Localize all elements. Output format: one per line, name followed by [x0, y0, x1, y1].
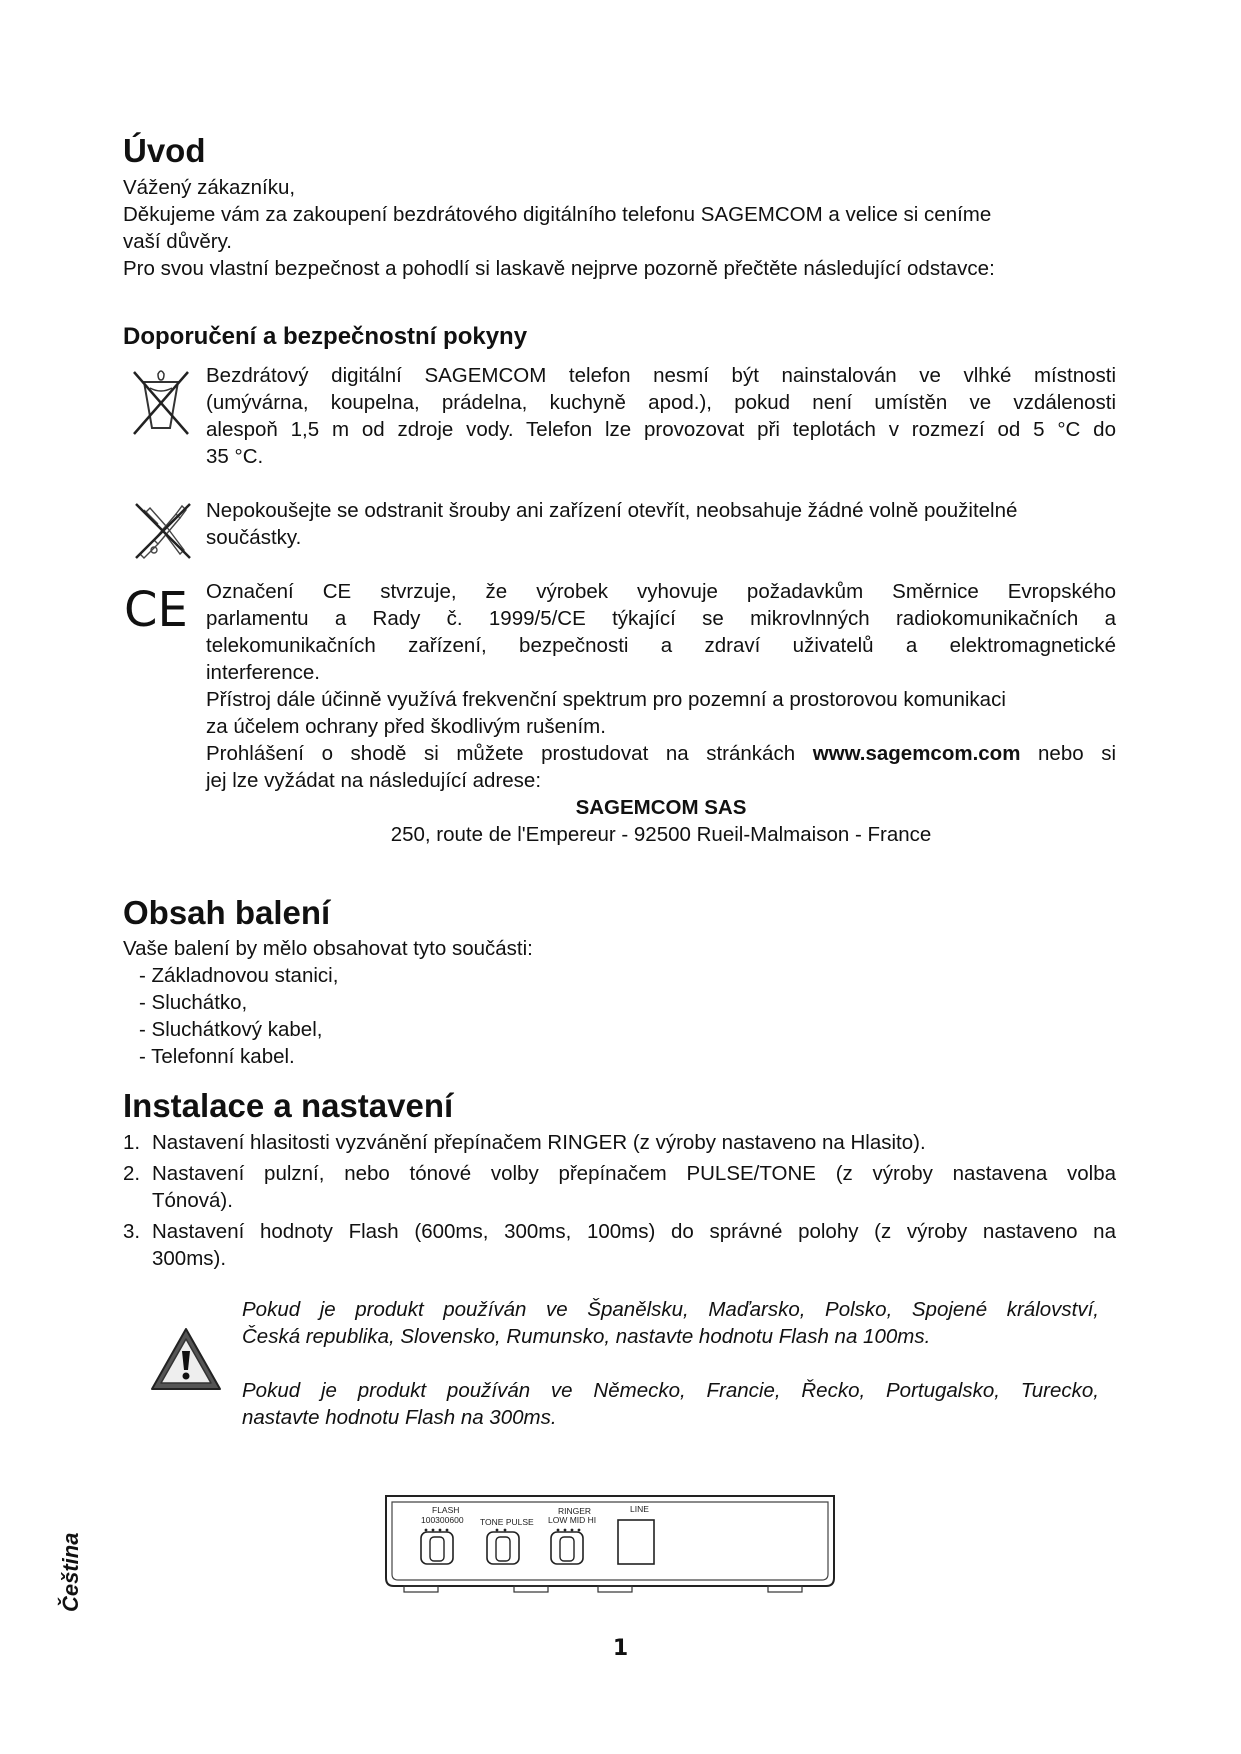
- install-step-2-line-2: Tónová).: [152, 1189, 233, 1212]
- flash-values: 100300600: [421, 1515, 464, 1525]
- ce-line-6: za účelem ochrany před škodlivým rušením.: [206, 715, 606, 738]
- declaration-prefix: Prohlášení o shodě si můžete prostudovat na stránkách: [206, 742, 796, 765]
- ce-line-1: Označení CE stvrzuje, že výrobek vyhovuje požadavkům Směrnice Evropského: [206, 580, 1116, 603]
- step-number: 3.: [123, 1220, 141, 1243]
- step-text: Nastavení hodnoty Flash (600ms, 300ms, 100ms) do správné polohy (z výroby nastaveno na: [152, 1220, 1116, 1243]
- flash-switch[interactable]: [421, 1532, 453, 1564]
- intro-title: Úvod: [123, 132, 206, 169]
- company-address: 250, route de l'Empereur - 92500 Rueil-Malmaison - France: [390, 823, 932, 846]
- tone-pulse-switch[interactable]: [487, 1532, 519, 1564]
- install-step-2: [123, 1160, 1116, 1187]
- intro-line-1: Vážený zákazníku,: [123, 176, 296, 199]
- base-station-back-illustration: [380, 1490, 840, 1600]
- warning-p2-line-1: Pokud je produkt používán ve Německo, Francie, Řecko, Portugalsko, Turecko,: [242, 1379, 1099, 1402]
- ce-declaration: [206, 740, 1116, 767]
- safety-title: Doporučení a bezpečnostní pokyny: [123, 323, 528, 350]
- warning-triangle-icon: [150, 1326, 222, 1392]
- install-step-3: [123, 1218, 1116, 1245]
- flash-label: FLASH: [432, 1505, 460, 1515]
- line-label: LINE: [630, 1504, 649, 1514]
- intro-line-3: vaší důvěry.: [123, 230, 232, 253]
- ce-logo-text: CE: [124, 584, 188, 632]
- screws-line-2: součástky.: [206, 526, 302, 549]
- step-number: 1.: [123, 1131, 141, 1154]
- ce-line-2: parlamentu a Rady č. 1999/5/CE týkající se mikrovlnných radiokomunikačních a: [206, 607, 1116, 630]
- step-text: Nastavení pulzní, nebo tónové volby přepínačem PULSE/TONE (z výroby nastavena volba: [152, 1162, 1116, 1185]
- ringer-label: RINGER: [558, 1506, 592, 1516]
- ce-declaration-line-2: jej lze vyžádat na následující adrese:: [206, 769, 542, 792]
- screws-line-1: Nepokoušejte se odstranit šrouby ani zařízení otevřít, neobsahuje žádné volně použitelné: [206, 499, 1018, 522]
- company-name: SAGEMCOM SAS: [575, 796, 747, 819]
- warning-p1-line-1: Pokud je produkt používán ve Španělsku, Maďarsko, Polsko, Spojené království,: [242, 1298, 1099, 1321]
- ce-line-3: telekomunikačních zařízení, bezpečnosti a zdraví uživatelů a elektromagnetické: [206, 634, 1116, 657]
- package-intro: Vaše balení by mělo obsahovat tyto součásti:: [123, 937, 533, 960]
- ringer-switch[interactable]: [551, 1532, 583, 1564]
- package-item: - Telefonní kabel.: [139, 1045, 295, 1068]
- warning-p2-line-2: nastavte hodnotu Flash na 300ms.: [242, 1406, 557, 1429]
- package-item: - Základnovou stanici,: [139, 964, 339, 987]
- step-number: 2.: [123, 1162, 141, 1185]
- package-item: - Sluchátkový kabel,: [139, 1018, 323, 1041]
- water-line-1: Bezdrátový digitální SAGEMCOM telefon nesmí být nainstalován ve vlhké místnosti: [206, 364, 1116, 387]
- install-step-1: [123, 1129, 926, 1156]
- warning-p1-line-2: Česká republika, Slovensko, Rumunsko, nastavte hodnotu Flash na 100ms.: [242, 1325, 931, 1348]
- intro-line-2: Děkujeme vám za zakoupení bezdrátového digitálního telefonu SAGEMCOM a velice si ceníme: [123, 203, 992, 226]
- crossed-out-water-icon: [130, 368, 192, 438]
- tone-pulse-label: TONE PULSE: [480, 1517, 534, 1527]
- install-title: Instalace a nastavení: [123, 1087, 454, 1124]
- package-title: Obsah balení: [123, 894, 331, 931]
- crossed-out-screwdriver-icon: [132, 500, 194, 562]
- water-line-3: alespoň 1,5 m od zdroje vody. Telefon lze provozovat při teplotách v rozmezí od 5 °C do: [206, 418, 1116, 441]
- website-link[interactable]: www.sagemcom.com: [812, 742, 1021, 765]
- ce-mark-icon: [124, 584, 200, 632]
- ce-line-4: interference.: [206, 661, 320, 684]
- ringer-values: LOW MID HI: [548, 1515, 597, 1525]
- line-socket[interactable]: [618, 1520, 654, 1564]
- step-text: Nastavení hlasitosti vyzvánění přepínačem RINGER (z výroby nastaveno na Hlasito).: [152, 1131, 926, 1154]
- intro-line-4: Pro svou vlastní bezpečnost a pohodlí si laskavě nejprve pozorně přečtěte následující odstavce:: [123, 257, 995, 280]
- declaration-suffix: nebo si: [1038, 742, 1116, 765]
- page-number: 1: [612, 1636, 629, 1661]
- install-step-3-line-2: 300ms).: [152, 1247, 227, 1270]
- water-line-2: (umývárna, koupelna, prádelna, kuchyně apod.), pokud není umístěn ve vzdálenosti: [206, 391, 1116, 414]
- ce-line-5: Přístroj dále účinně využívá frekvenční spektrum pro pozemní a prostorovou komunikaci: [206, 688, 1006, 711]
- water-line-4: 35 °C.: [206, 445, 264, 468]
- language-label: Čeština: [58, 1532, 83, 1612]
- package-item: - Sluchátko,: [139, 991, 248, 1014]
